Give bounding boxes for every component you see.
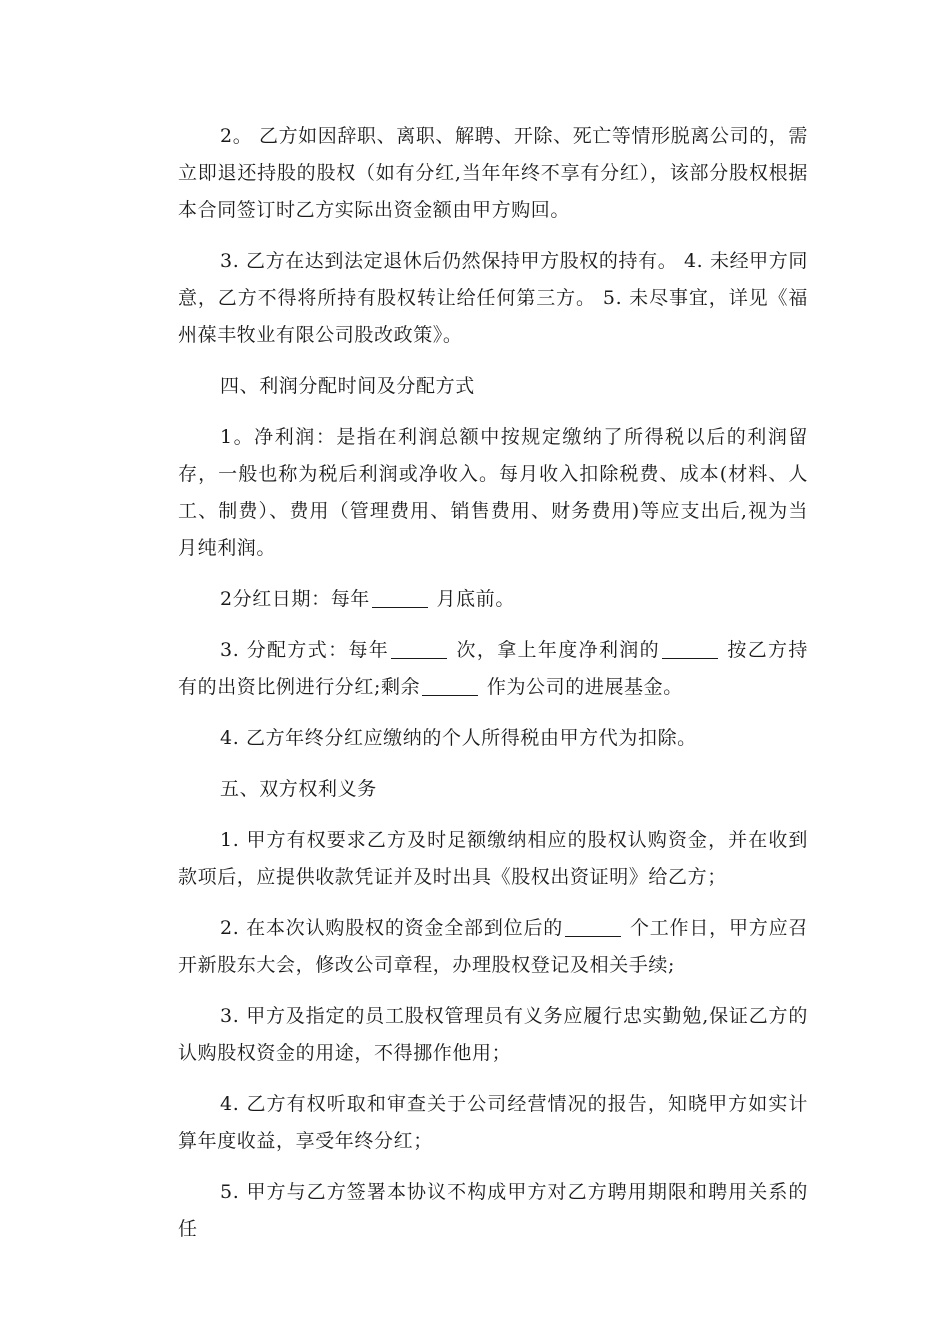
document-body — [178, 118, 808, 1248]
section-5-heading: 五、双方权利义务 — [220, 778, 377, 800]
distribution-text-4: 作为公司的进展基金。 — [480, 676, 683, 698]
meeting-text-2: 个工作日，甲方应召开新股东大会，修改公司章程，办理股权登记及相关手续; — [178, 917, 808, 976]
clause-employment-relation: 5. 甲方与乙方签署本协议不构成甲方对乙方聘用期限和聘用关系的任 — [178, 1181, 808, 1240]
blank-line — [391, 638, 447, 659]
clause-3-5-retirement-transfer: 3. 乙方在达到法定退休后仍然保持甲方股权的持有。 4. 未经甲方同意，乙方不得将所持有股权转让给任何第三方。 5. 未尽事宜，详见《福州葆丰牧业有限公司股改政策》。 — [178, 250, 808, 346]
clause-income-tax: 4. 乙方年终分红应缴纳的个人所得税由甲方代为扣除。 — [220, 727, 697, 749]
clause-2-resignation: 2。 乙方如因辞职、离职、解聘、开除、死亡等情形脱离公司的，需立即退还持股的股权（如有分红,当年年终不享有分红），该部分股权根据本合同签订时乙方实际出资金额由甲方购回。 — [178, 125, 808, 221]
distribution-text-2: 次，拿上年度净利润的 — [449, 639, 660, 661]
clause-net-profit: 1。净利润：是指在利润总额中按规定缴纳了所得税以后的利润留存，一般也称为税后利润或净收入。每月收入扣除税费、成本(材料、人工、制费）、费用（管理费用、销售费用、财务费用)等应支出后,视为当月纯利润。 — [178, 426, 808, 559]
clause-party-a-right: 1. 甲方有权要求乙方及时足额缴纳相应的股权认购资金，并在收到款项后，应提供收款凭证并及时出具《股权出资证明》给乙方； — [178, 829, 808, 888]
distribution-text-1: 3. 分配方式：每年 — [220, 639, 390, 661]
dividend-date-suffix: 月底前。 — [429, 588, 515, 610]
blank-line — [422, 675, 478, 696]
clause-party-b-right: 4. 乙方有权听取和审查关于公司经营情况的报告，知晓甲方如实计算年度收益，享受年终分红； — [178, 1093, 808, 1152]
blank-line — [662, 638, 718, 659]
dividend-date-label: 2分红日期：每年 — [220, 588, 370, 610]
section-4-heading: 四、利润分配时间及分配方式 — [220, 375, 475, 397]
clause-fund-usage: 3. 甲方及指定的员工股权管理员有义务应履行忠实勤勉,保证乙方的认购股权资金的用途，不得挪作他用； — [178, 1005, 808, 1064]
meeting-text-1: 2. 在本次认购股权的资金全部到位后的 — [220, 917, 564, 939]
distribution-text-3: 按乙方持有的出资比例进行分红;剩余 — [178, 639, 809, 698]
blank-line — [565, 916, 621, 937]
clause-distribution-method — [178, 632, 808, 706]
clause-dividend-date — [178, 581, 808, 618]
blank-line — [372, 587, 428, 608]
clause-shareholder-meeting — [178, 910, 808, 984]
